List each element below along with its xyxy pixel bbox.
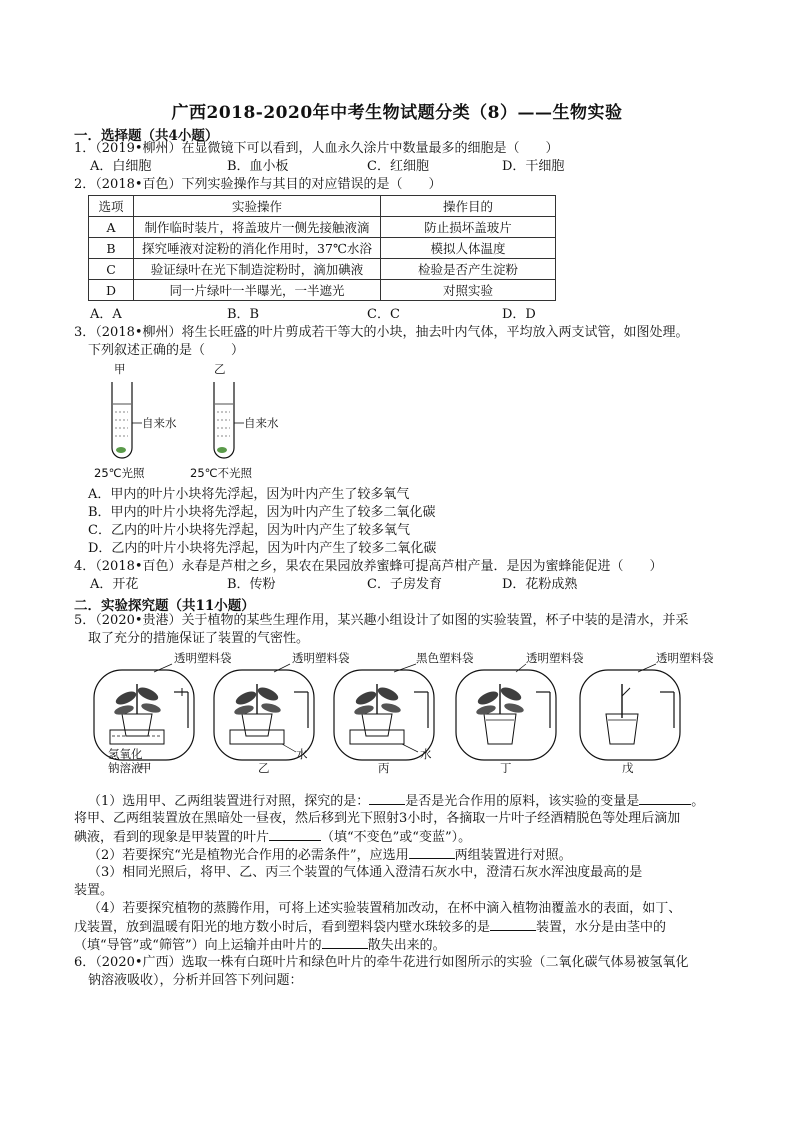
table-cell: 验证绿叶在光下制造淀粉时，滴加碘液 [134,259,381,280]
table-cell: 对照实验 [381,280,556,301]
water-label-yi: 自来水 [244,416,279,430]
option[interactable]: C．子房发育 [367,577,442,592]
table-cell: 同一片绿叶一半曝光，一半遮光 [134,280,381,301]
table-cell: D [89,280,134,301]
text: 两组装置进行对照。 [454,848,572,863]
option[interactable]: B．B [227,307,260,322]
water-label: 水 [296,747,308,761]
option[interactable]: A．A [90,307,122,322]
question-5-part-3-cont: 装置。 [74,883,114,898]
question-1-options [90,158,730,176]
option[interactable]: B．传粉 [227,577,276,592]
tube-label-yi: 乙 [214,362,226,376]
condition-label-yi: 25℃不光照 [190,466,253,480]
text: （填“导管”或“筛管”）向上运输并由叶片的 [74,938,322,953]
table-cell: A [89,217,134,238]
bag-label: 黑色塑料袋 [416,651,474,665]
table-row [89,238,556,259]
naoh-label: 钠溶液 [108,761,143,775]
table-cell: 检验是否产生淀粉 [381,259,556,280]
text: （1）选用甲、乙两组装置进行对照，探究的是： [88,794,370,809]
question-3-option-c[interactable]: C．乙内的叶片小块将先浮起，因为叶内产生了较多氧气 [88,523,410,538]
setup-wu [580,664,680,760]
option[interactable]: D．D [502,307,536,322]
table-header: 实验操作 [134,196,381,217]
question-5-part-1-cont2 [74,828,471,847]
section-heading-choice: 一．选择题（共4小题） [74,128,219,144]
setup-label-bing: 丙 [378,761,390,775]
question-5-part-4-cont [74,918,666,937]
table-cell: 模拟人体温度 [381,238,556,259]
text: 戊装置，放到温暖有阳光的地方数小时后，看到塑料袋内壁水珠较多的是 [74,920,491,935]
condition-label-jia: 25℃光照 [94,466,145,480]
setup-yi [214,664,314,760]
text: 。 [691,794,705,809]
question-4-stem: 4．（2018•百色）永春是芦柑之乡，果农在果园放养蜜蜂可提高芦柑产量．是因为蜜蜂能促进（ ） [74,559,663,574]
question-3-option-d[interactable]: D．乙内的叶片小块将先浮起，因为叶内产生了较多二氧化碳 [88,541,437,556]
naoh-label: 氢氧化 [108,747,143,761]
text: （填“不变色”或“变蓝”）。 [321,830,472,845]
table-row [89,259,556,280]
question-5-part-4: （4）若要探究植物的蒸腾作用，可将上述实验装置稍加改动，在杯中滴入植物油覆盖水的表面，如丁、 [88,901,682,916]
text: 装置，水分是由茎中的 [536,920,667,935]
question-3-option-a[interactable]: A．甲内的叶片小块将先浮起，因为叶内产生了较多氧气 [88,487,410,502]
table-cell: 探究唾液对淀粉的消化作用时，37℃水浴 [134,238,381,259]
setup-ding [456,664,556,760]
answer-blank[interactable] [639,792,691,805]
answer-blank[interactable] [269,828,321,841]
table-row [89,280,556,301]
question-1-stem: 1．（2019•柳州）在显微镜下可以看到，人血永久涂片中数量最多的细胞是（ ） [74,141,559,156]
table-header: 选项 [89,196,134,217]
answer-blank[interactable] [490,918,536,931]
option[interactable]: A．白细胞 [90,159,152,174]
table-header-row [89,196,556,217]
answer-blank[interactable] [369,792,405,805]
question-6-stem-cont: 钠溶液吸收），分析并回答下列问题： [88,973,303,988]
table-cell: 防止损坏盖玻片 [381,217,556,238]
water-label: 水 [420,747,432,761]
option[interactable]: C．C [367,307,400,322]
answer-blank[interactable] [409,846,455,859]
test-tube-figure [80,360,310,486]
answer-blank[interactable] [322,936,368,949]
question-3-stem: 3．（2018•柳州）将生长旺盛的叶片剪成若干等大的小块，抽去叶内气体，平均放入两支试管，如图处理。 [74,325,689,340]
table-cell: 制作临时装片，将盖玻片一侧先接触液滴 [134,217,381,238]
table-cell: C [89,259,134,280]
question-4-options [90,576,730,594]
question-3-stem-cont: 下列叙述正确的是（ ） [88,343,245,358]
option[interactable]: B．血小板 [227,159,289,174]
question-5-stem: 5．（2020•贵港）关于植物的某些生理作用，某兴趣小组设计了如图的实验装置，杯子中装的是清水，并采 [74,613,689,628]
text: 是否是光合作用的原料，该实验的变量是 [405,794,640,809]
question-5-part-4-cont2 [74,936,446,955]
test-tube-jia [112,382,142,458]
table-cell: B [89,238,134,259]
option[interactable]: A．开花 [90,577,139,592]
question-5-stem-cont: 取了充分的措施保证了装置的气密性。 [88,631,310,646]
question-2-table [88,195,556,301]
setup-bing [334,664,434,760]
option[interactable]: D．干细胞 [502,159,565,174]
bag-label: 透明塑料袋 [656,651,714,665]
setup-label-jia: 甲 [140,761,152,775]
page-title: 广西2018-2020年中考生物试题分类（8）——生物实验 [171,103,623,123]
option[interactable]: D．花粉成熟 [502,577,578,592]
question-5-part-3: （3）相同光照后，将甲、乙、丙三个装置的气体通入澄清石灰水中，澄清石灰水浑浊度最高的是 [88,865,643,880]
text: 散失出来的。 [367,938,446,953]
question-6-stem: 6．（2020•广西）选取一株有白斑叶片和绿色叶片的牵牛花进行如图所示的实验（二氧化碳气体易被氢氧化 [74,955,689,970]
setup-jia [94,664,194,760]
plant-setup-figure [86,648,736,788]
bag-label: 透明塑料袋 [174,651,232,665]
option[interactable]: C．红细胞 [367,159,429,174]
setup-label-ding: 丁 [500,761,512,775]
question-5-part-1 [88,792,704,811]
question-2-stem: 2．（2018•百色）下列实验操作与其目的对应错误的是（ ） [74,177,442,192]
bag-label: 透明塑料袋 [292,651,350,665]
question-5-part-1-cont: 将甲、乙两组装置放在黑暗处一昼夜，然后移到光下照射3小时，各摘取一片叶子经酒精脱色等处理后滴加 [74,811,681,826]
setup-label-wu: 戊 [622,761,634,775]
water-label-jia: 自来水 [142,416,177,430]
test-tube-yi [214,382,244,458]
question-5-part-2 [88,846,572,865]
bag-label: 透明塑料袋 [526,651,584,665]
question-2-options [90,306,730,324]
text: （2）若要探究“光是植物光合作用的必需条件”，应选用 [88,848,409,863]
text: 碘液，看到的现象是甲装置的叶片 [74,830,270,845]
section-heading-experiment: 二．实验探究题（共11小题） [74,598,255,614]
question-3-option-b[interactable]: B．甲内的叶片小块将先浮起，因为叶内产生了较多二氧化碳 [88,505,436,520]
setup-label-yi: 乙 [258,761,270,775]
table-header: 操作目的 [381,196,556,217]
table-row [89,217,556,238]
tube-label-jia: 甲 [114,362,126,376]
